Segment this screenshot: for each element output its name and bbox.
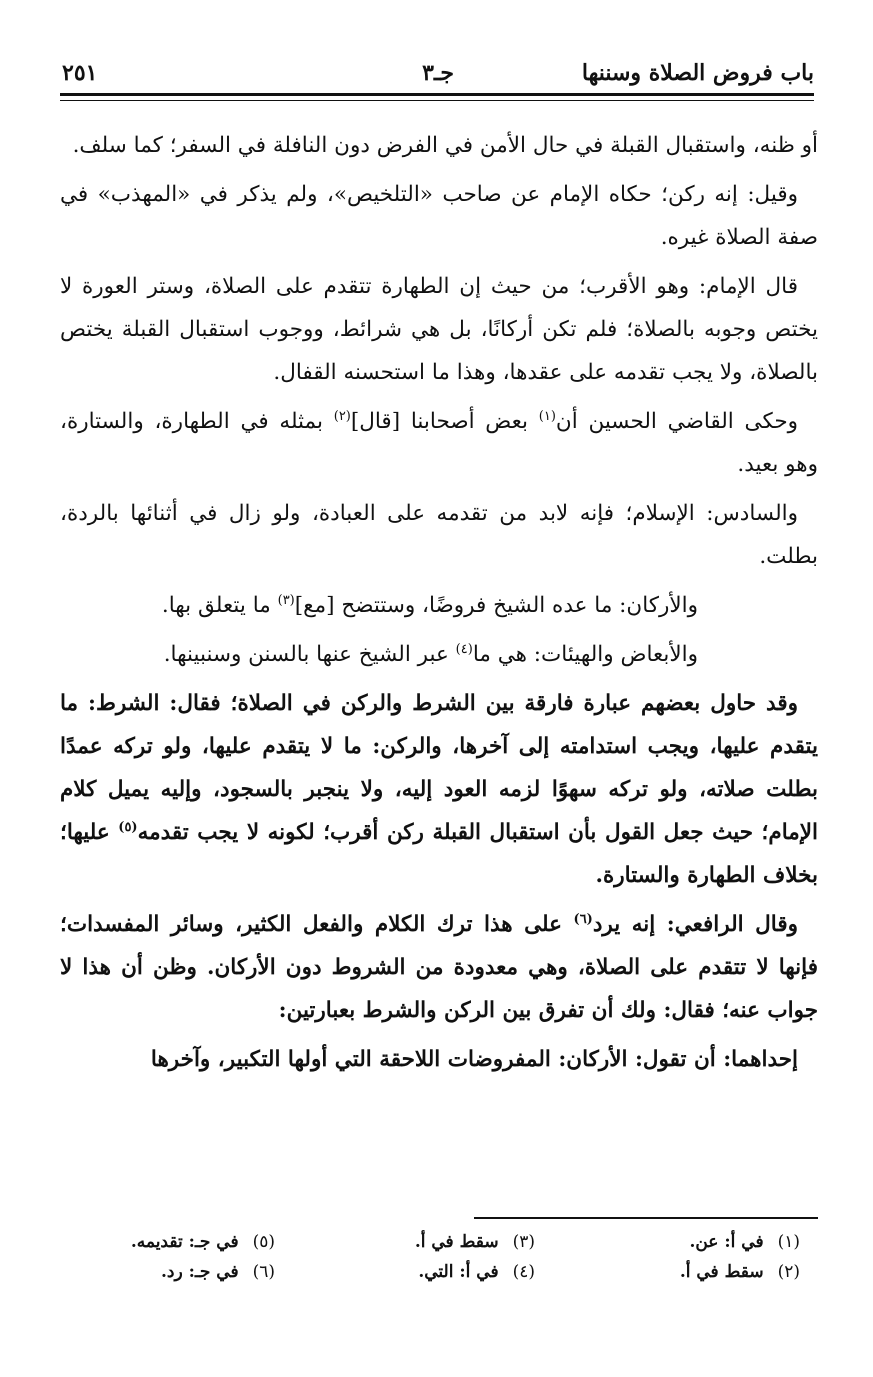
footnote-ref: (٣) <box>277 592 295 608</box>
footnote-text: سقط في أ. <box>414 1232 499 1252</box>
footnote-number: (٤) <box>512 1262 535 1282</box>
footnote-number: (٢) <box>777 1262 800 1282</box>
paragraph-text: وقد حاول بعضهم عبارة فارقة بين الشرط والركن في الصلاة؛ فقال: الشرط: ما يتقدم عليها، ويجب استدامته إلى آخرها، والركن: ما لا يتقدم عليها، ولو تركه عمدًا بطلت صلاته، ولو تركه سهوًا لزمه العود إليه، ولا ينجبر بالسجود، وإليه يميل كلام الإمام؛ حيث جعل القول بأن استقبال القبلة ركن أقرب؛ لكونه لا يجب تقدمه <box>60 691 818 845</box>
footnote-item <box>131 1232 275 1252</box>
paragraph-text: والأركان: ما عده الشيخ فروضًا، وستتضح [مع] <box>294 593 698 618</box>
footnote-item <box>418 1262 535 1282</box>
paragraph <box>60 682 818 897</box>
footnote-text: في أ: عن. <box>689 1232 764 1252</box>
paragraph <box>60 400 818 486</box>
footnote-ref: (٦) <box>573 911 593 927</box>
paragraph-text: ما يتعلق بها. <box>161 593 278 618</box>
footnote-ref: (٤) <box>455 641 473 657</box>
footnotes <box>120 1232 800 1292</box>
paragraph-text: بعض أصحابنا [قال] <box>350 409 539 434</box>
header-rule-thin <box>60 100 814 101</box>
paragraph-text: عليها؛ بخلاف الطهارة والستارة. <box>60 820 818 888</box>
paragraph: إحداهما: أن تقول: الأركان: المفروضات اللاحقة التي أولها التكبير، وآخرها <box>150 1047 798 1072</box>
footnote-text: في أ: التي. <box>418 1262 499 1282</box>
footnote-item <box>161 1262 275 1282</box>
footnote-item <box>680 1262 800 1282</box>
paragraph-text: وقال الرافعي: إنه يرد <box>592 912 799 937</box>
footnote-number: (٥) <box>252 1232 275 1252</box>
footnote-text: سقط في أ. <box>679 1262 764 1282</box>
paragraph: أو ظنه، واستقبال القبلة في حال الأمن في الفرض دون النافلة في السفر؛ كما سلف. <box>72 133 818 158</box>
footnote-number: (١) <box>777 1232 800 1252</box>
footnote-separator <box>474 1217 818 1219</box>
paragraph: وقيل: إنه ركن؛ حكاه الإمام عن صاحب «التلخيص»، ولم يذكر في «المهذب» في صفة الصلاة غيره. <box>60 182 818 250</box>
chapter-title: باب فروض الصلاة وسننها <box>581 60 814 86</box>
running-header <box>62 58 814 92</box>
page-number: ٢٥١ <box>62 60 98 86</box>
paragraph <box>60 584 818 627</box>
footnote-number: (٦) <box>252 1262 275 1282</box>
footnote-item <box>415 1232 535 1252</box>
paragraph-text: والأبعاض والهيئات: هي ما <box>472 642 698 667</box>
main-text <box>60 124 818 1087</box>
footnote-text: في جـ: تقديمه. <box>130 1232 239 1252</box>
paragraph-text: وحكى القاضي الحسين أن <box>555 409 799 434</box>
paragraph: والسادس: الإسلام؛ فإنه لابد من تقدمه على العبادة، ولو زال في أثنائها بالردة، بطلت. <box>60 501 818 569</box>
paragraph-text: بمثله في الطهارة، والستارة، وهو بعيد. <box>60 409 818 477</box>
paragraph: قال الإمام: وهو الأقرب؛ من حيث إن الطهارة تتقدم على الصلاة، وستر العورة لا يختص وجوبه بالصلاة؛ فلم تكن أركانًا، بل هي شرائط، ووجوب استقبال القبلة يختص بالصلاة، ولا يجب تقدمه على عقدها، وهذا ما استحسنه القفال. <box>60 274 818 385</box>
footnote-ref: (١) <box>538 408 556 424</box>
volume-label: جـ٣ <box>422 60 454 86</box>
header-rule-thick <box>60 93 814 96</box>
footnote-text: في جـ: رد. <box>160 1262 239 1282</box>
paragraph-text: على هذا ترك الكلام والفعل الكثير، وسائر المفسدات؛ فإنها لا تتقدم على الصلاة، وهي معدودة من الشروط دون الأركان. وظن أن هذا لا جواب عنه؛ فقال: ولك أن تفرق بين الركن والشرط بعبارتين: <box>60 912 818 1023</box>
footnote-item <box>689 1232 800 1252</box>
paragraph-text: عبر الشيخ عنها بالسنن وسنبينها. <box>163 642 456 667</box>
footnote-ref: (٢) <box>333 408 351 424</box>
footnote-number: (٣) <box>512 1232 535 1252</box>
paragraph <box>60 903 818 1032</box>
footnote-ref: (٥) <box>118 819 138 835</box>
paragraph <box>60 633 818 676</box>
